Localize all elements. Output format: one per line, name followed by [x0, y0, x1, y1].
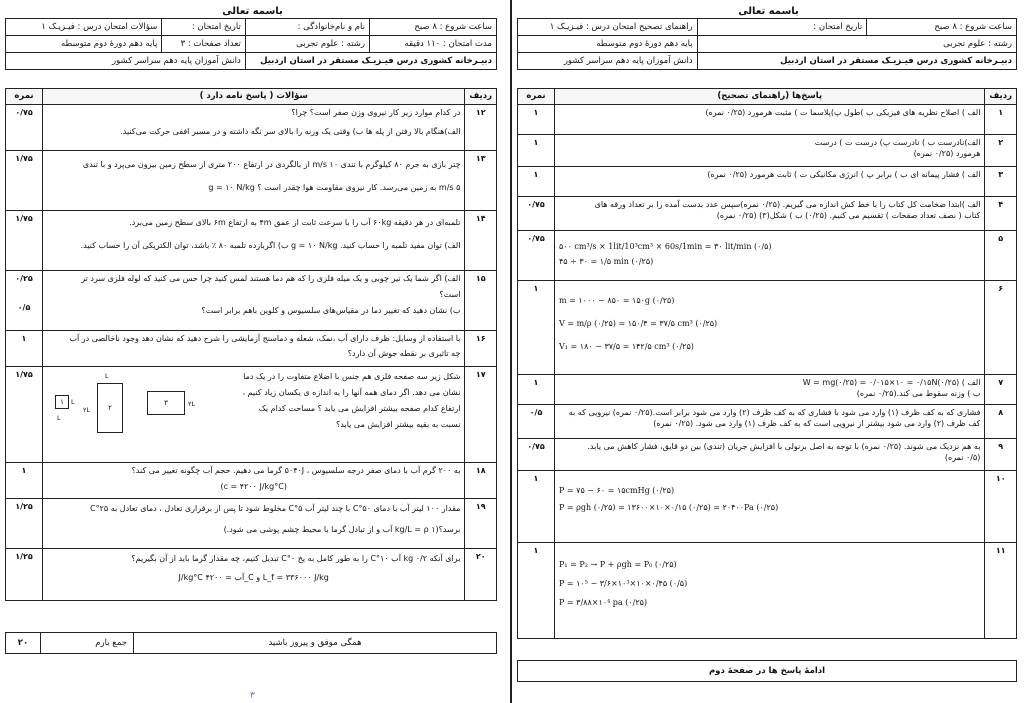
total-score: ۲۰ [6, 633, 41, 654]
duration: مدت امتحان : ۱۱۰ دقیقه [369, 36, 496, 53]
table-row [518, 405, 1017, 439]
bismillah: باسمه تعالی [222, 6, 283, 17]
col-num: ردیف [465, 89, 497, 105]
question-number: ۱۸ [465, 463, 497, 499]
question-score: ۱ [6, 331, 43, 367]
answer-score: ۱ [518, 167, 555, 197]
wish-text: همگی موفق و پیروز باشید [134, 633, 497, 654]
table-row [518, 471, 1017, 543]
answer-key-page [513, 0, 1024, 703]
question-page [0, 0, 505, 703]
exam-title: سؤالات امتحان درس : فیـزیـک ۱ [6, 19, 162, 36]
answer-number: ۷ [985, 375, 1017, 405]
table-row [518, 281, 1017, 375]
table-row [6, 211, 497, 271]
question-text: برای آنکه ۰/۲ kg آب ۱۰°C را به طور کامل به یخ ۰°C تبدیل کنیم، چه مقدار گرما باید از آن بگیریم؟ L_f = ۳۳۶۰۰۰ J/kg و C_آب = ۴۲۰۰ J/kg°C [43, 549, 465, 601]
question-text: شکل زیر سه صفحه فلزی هم جنس با اضلاع متفاوت را در یک دما نشان می دهد. اگر دمای همه آنها را به اندازه ی یکسان زیاد کنیم ، ارتفاع کدام صفحه بیشتر افزایش می یابد ؟ مساحت کدام یک نسبت به بقیه بیشتر افزایش می یابد؟ ۳ ۲L ۲ L ۲L ۱ L L [43, 367, 465, 463]
answer-number: ۴ [985, 197, 1017, 231]
page-divider [510, 0, 512, 703]
plate-3: ۳ [147, 391, 185, 415]
question-text: در کدام موارد زیر کار نیروی وزن صفر است؟ چرا؟ الف)هنگام بالا رفتن از پله ها ب) وقتی یک وزنه را بالای سر نگه داشته و در مسیر افقی حرکت می‌کنید. [43, 105, 465, 151]
question-number: ۱۹ [465, 499, 497, 549]
answer-score: ۱ [518, 375, 555, 405]
start-time: ساعت شروع : ۸ صبح [369, 19, 496, 36]
question-score: ۱/۷۵ [6, 211, 43, 271]
question-number: ۱۶ [465, 331, 497, 367]
plate-2: ۲ [97, 383, 123, 433]
question-score: ۱/۷۵ [6, 151, 43, 211]
table-row [6, 499, 497, 549]
answer-number: ۱ [985, 105, 1017, 135]
grade: پایه دهم دورهٔ دوم متوسطه [6, 36, 162, 53]
answer-score: ۱ [518, 471, 555, 543]
table-row [518, 105, 1017, 135]
question-score: ۱ [6, 463, 43, 499]
table-row [518, 197, 1017, 231]
question-text: با استفاده از وسایل: ظرف دارای آب ،نمک، شعله و دماسنج آزمایشی را شرح دهید که نشان دهد وجود ناخالصی در آب چه تاثیری بر نقطه جوش آن دارد؟ [43, 331, 465, 367]
answer-number: ۶ [985, 281, 1017, 375]
table-row [6, 549, 497, 601]
question-text: مقدار ۱۰۰ لیتر آب با دمای ۵۰°C با چند لیتر آب ۵°C مخلوط شود تا پس از برقراری تعادل ، دمای تعادل به ۲۵°C برسد؟(۱ kg/L = ρ آب و از تبادل گرما با محیط چشم پوشی می شود.) [43, 499, 465, 549]
table-row [6, 105, 497, 151]
start-time: ساعت شروع : ۸ صبح [867, 19, 1017, 36]
table-row [518, 543, 1017, 639]
answer-number: ۲ [985, 135, 1017, 167]
questions-table [5, 88, 497, 601]
answer-text: m = ۱۰۰۰ − ۸۵۰ = ۱۵۰g (۰/۲۵) V = m/ρ (۰/۲۵) = ۱۵۰/۴ = ۳۷/۵ cm³ (۰/۲۵) V₁ = ۱۸۰ − ۳۷/۵ = ۱۴۲/۵ cm³ (۰/۲۵) [555, 281, 985, 375]
footer-table [5, 632, 497, 654]
col-question: سؤالات ( پاسخ نامه دارد ) [43, 89, 465, 105]
answer-text: الف )ابتدا ضخامت کل کتاب را با خط کش اندازه می گیریم. (۰/۲۵ نمره)سپس عدد بدست آمده را بر تعداد ورقه های کتاب ( نصف تعداد صفحات ) تقسیم می کنیم. (۰/۲۵) ب ) شکل(۳) (۰/۲۵ نمره) [555, 197, 985, 231]
table-row [518, 135, 1017, 167]
audience: دانش آموزان پایه دهم سراسر کشور [518, 53, 698, 70]
table-row [518, 439, 1017, 471]
answer-score: ۱ [518, 281, 555, 375]
answer-text: فشاری که به کف ظرف (۱) وارد می شود با فشاری که به کف ظرف (۲) وارد می شود برابر است.(۰/۲۵ نمره) نیرویی که به کف ظرف (۲) وارد می شود بیشتر از نیرویی است که به کف ظرف (۱) وارد می شود. (۰/۲۵ نمره) [555, 405, 985, 439]
question-text: تلمبه‌ای در هر دقیقه ۶۰kg آب را با سرعت ثابت از عمق ۴m به ارتفاع ۶m بالای سطح زمین می‌برد. الف) توان مفید تلمبه را حساب کنید. g = ۱۰ N/kg ب) اگربازده تلمبه ۸۰ ٪ باشد، توان الکتریکی آن را حساب کنید. [43, 211, 465, 271]
exam-date: تاریخ امتحان : [697, 19, 867, 36]
answer-text: الف)نادرست ب ) نادرست پ) درست ت ) درست هرمورد (۰/۲۵ نمره) [555, 135, 985, 167]
answer-score: ۱ [518, 135, 555, 167]
answer-number: ۱۰ [985, 471, 1017, 543]
answer-text: به هم نزدیک می شوند. (۰/۲۵ نمره) با توجه به اصل برنولی با افزایش جریان (تندی) بین دو قایق، فشار کاهش می یابد. (۰/۵ نمره) [555, 439, 985, 471]
continue-note: ادامهٔ پاسخ ها در صفحهٔ دوم [518, 661, 1017, 682]
plate-1: ۱ [55, 395, 69, 409]
answer-score: ۰/۷۵ [518, 231, 555, 281]
answer-text: ۵۰۰ cm³/s × 1lit/10³cm³ × 60s/1min = ۳۰ lit/min (۰/۵) ۴۵ ÷ ۳۰ = ۱/۵ min (۰/۲۵) [555, 231, 985, 281]
answer-text: P₁ = P₂ → P + ρgh = P₀ (۰/۲۵) P = ۱۰⁵ − ۳/۶×۱۰³×۱۰×۰/۴۵ (۰/۵) P = ۳/۸۸×۱۰⁴ pa (۰/۲۵) [555, 543, 985, 639]
question-text: الف) اگر شما یک تیر چوبی و یک میله فلزی را که هم دما هستند لمس کنید چرا حس می کنید که لوله فلزی سرد تر است؟ ب) نشان دهید که تغییر دما در مقیاس‌های سلسیوس و کلوین باهم برابر است؟ [43, 271, 465, 331]
table-row [6, 151, 497, 211]
answers-table [517, 88, 1017, 639]
table-row [6, 367, 497, 463]
answer-text: الف ) W = mg(۰/۲۵) = ۰/۰۱۵×۱۰ = ۰/۱۵N(۰/۲۵) ب ) وزنه سقوط می کند.(۰/۲۵ نمره) [555, 375, 985, 405]
exam-date: تاریخ امتحان : [162, 19, 246, 36]
col-answer: پاسخ‌ها (راهنمای تصحیح) [555, 89, 985, 105]
student-name: نام و نام‌خانوادگی : [245, 19, 369, 36]
table-row [518, 375, 1017, 405]
question-number: ۱۲ [465, 105, 497, 151]
question-text: به ۲۰۰ گرم آب با دمای صفر درجه سلسیوس ، ۵۰۴۰J گرما می دهیم. حجم آب چگونه تغییر می کند؟ (c = ۴۲۰۰ J/kg°C) [43, 463, 465, 499]
table-row [6, 331, 497, 367]
question-number: ۱۳ [465, 151, 497, 211]
field: رشته : علوم تجربی [245, 36, 369, 53]
question-score: ۰/۲۵ ۰/۵ [6, 271, 43, 331]
question-number: ۲۰ [465, 549, 497, 601]
table-row [6, 463, 497, 499]
table-header [6, 89, 497, 105]
answer-score: ۱ [518, 543, 555, 639]
col-num: ردیف [985, 89, 1017, 105]
table-row [518, 231, 1017, 281]
question-number: ۱۵ [465, 271, 497, 331]
answer-number: ۱۱ [985, 543, 1017, 639]
answer-score: ۰/۷۵ [518, 197, 555, 231]
exam-header [5, 18, 497, 70]
field: رشته : علوم تجربی [697, 36, 1016, 53]
question-text: چتر بازی به جرم ۸۰ کیلوگرم با تندی ۱۰ m/s از بالگردی در ارتفاع ۲۰۰ متری از سطح زمین بیرون می‌پرد و با تندی ۵ m/s به زمین می‌رسد. کار نیروی مقاومت هوا چقدر است ؟ g = ۱۰ N/kg [43, 151, 465, 211]
question-score: ۱/۲۵ [6, 499, 43, 549]
answer-number: ۸ [985, 405, 1017, 439]
table-row [518, 167, 1017, 197]
answer-text: الف ) فشار پیمانه ای ب ) برابر پ ) انرژی مکانیکی ت ) ثابت هرمورد (۰/۲۵ نمره) [555, 167, 985, 197]
page-count: تعداد صفحات : ۳ [162, 36, 246, 53]
answer-header [517, 18, 1017, 70]
question-score: ۱/۷۵ [6, 367, 43, 463]
answer-text: P = ۷۵ − ۶۰ = ۱۵cmHg (۰/۲۵) P = ρgh (۰/۲۵) = ۱۳۶۰۰×۱۰×۰/۱۵ (۰/۲۵) = ۲۰۴۰۰Pa (۰/۲۵) [555, 471, 985, 543]
answer-number: ۵ [985, 231, 1017, 281]
col-score: نمره [6, 89, 43, 105]
grade: پایه دهم دورهٔ دوم متوسطه [518, 36, 698, 53]
col-score: نمره [518, 89, 555, 105]
page-number: ۳ [250, 691, 255, 701]
table-header [518, 89, 1017, 105]
total-label: جمع بارم [41, 633, 134, 654]
question-score: ۱/۲۵ [6, 549, 43, 601]
continue-note-box [517, 660, 1017, 682]
audience: دانش آموزان پایه دهم سراسر کشور [6, 53, 246, 70]
answer-title: راهنمای تصحیح امتحان درس : فیـزیـک ۱ [518, 19, 698, 36]
question-number: ۱۷ [465, 367, 497, 463]
bismillah: باسمه تعالی [738, 6, 799, 17]
plates-figure: ۳ ۲L ۲ L ۲L ۱ L L [47, 369, 227, 449]
answer-score: ۰/۵ [518, 405, 555, 439]
question-score: ۰/۷۵ [6, 105, 43, 151]
secretariat: دبیـرخانه کشوری درس فیـزیـک مستقر در استان اردبیل [697, 53, 1016, 70]
table-row [6, 271, 497, 331]
answer-number: ۹ [985, 439, 1017, 471]
answer-number: ۳ [985, 167, 1017, 197]
answer-score: ۰/۷۵ [518, 439, 555, 471]
answer-text: الف ) اصلاح نظریه های فیزیکی ب )طول پ)پلاسما ت ) مثبت هرمورد (۰/۲۵ نمره) [555, 105, 985, 135]
question-number: ۱۴ [465, 211, 497, 271]
answer-score: ۱ [518, 105, 555, 135]
secretariat: دبیـرخانه کشوری درس فیـزیـک مستقر در استان اردبیل [245, 53, 496, 70]
